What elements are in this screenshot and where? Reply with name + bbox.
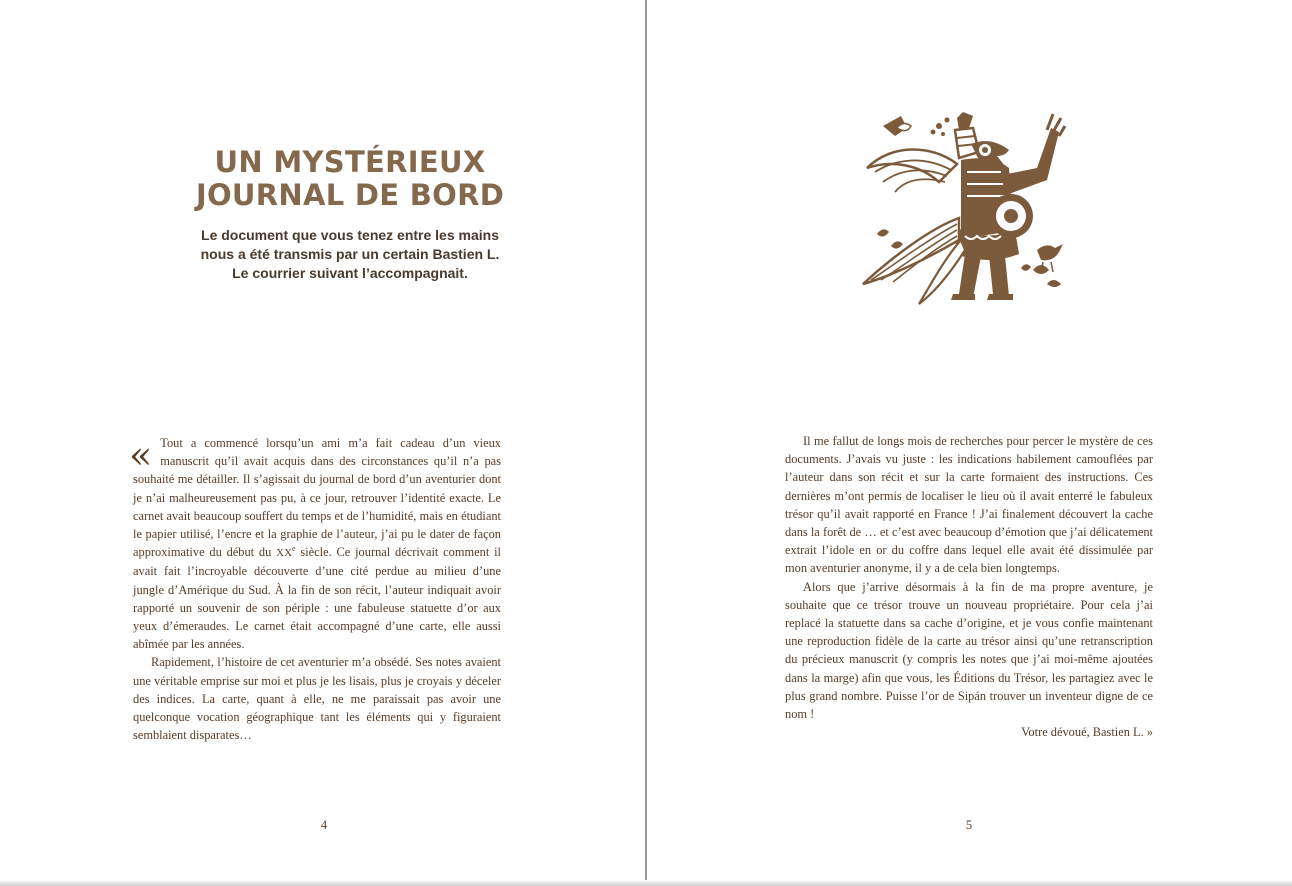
page-bottom-shadow	[0, 880, 1292, 886]
chapter-subtitle	[150, 226, 550, 283]
century-numeral: XX	[276, 547, 293, 560]
paragraph-1-part-a: Tout a commencé lorsqu’un ami m’a fait cadeau d’un vieux manuscrit qu’il avait acquis dans des circonstances qu’il n’a pas souhaité me détailler. Il s’agissait du journal de bord d’un aventurier dont je n’ai malheureusement pas pu, à ce jour, retrouver l’identité exacte. Le carnet avait beaucoup souffert du temps et de l’humidité, mais en étudiant le papier utilisé, l’encre et la graphie de l’auteur, j’ai pu le dater de façon approximative du début du	[133, 436, 501, 560]
letter-paragraph-4: Alors que j’arrive désormais à la fin de ma propre aventure, je souhaite que ce trésor trouve un nouveau propriétaire. Pour cela j’ai replacé la statuette dans sa cache d’origine, et je vous confie maintenant une reproduction fidèle de la carte au trésor ainsi qu’une retranscription du précieux manuscrit (y compris les notes que j’ai moi-même ajoutées dans la marge) afin que vous, les Éditions du Trésor, les partagiez avec le plus grand nombre. Puisse l’or de Sipán trouver un inventeur digne de ce nom !	[785, 579, 1153, 722]
century-superscript: e	[292, 544, 296, 554]
open-quote-mark: «	[129, 433, 153, 477]
page-number-right: 5	[965, 818, 973, 832]
subtitle-line-1: Le document que vous tenez entre les mains	[201, 227, 499, 243]
subtitle-line-2: nous a été transmis par un certain Bastien L.	[200, 246, 500, 262]
letter-paragraph-3: Il me fallut de longs mois de recherches pour percer le mystère de ces documents. J’avais vu juste : les indications habilement camouflées par l’auteur dans son récit et sur la carte formaient des instructions. Ces dernières m’ont permis de localiser le lieu où il avait enterré le fabuleux trésor qu’il avait rapporté en France ! J’ai finalement découvert la cache dans la forêt de … et c’est avec beaucoup d’émotion que j’ai délicatement extrait l’idole en or du coffre dans lequel elle avait été dissimulée par mon aventurier anonyme, il y a de cela bien longtemps.	[785, 434, 1153, 576]
chapter-title	[150, 146, 550, 212]
winged-warrior-illustration	[861, 108, 1073, 308]
letter-text-left	[129, 433, 501, 744]
letter-paragraph-1	[129, 433, 501, 653]
title-line-1: UN MYSTÉRIEUX	[214, 145, 486, 179]
letter-paragraph-2: Rapidement, l’histoire de cet aventurier m’a obsédé. Ses notes avaient une véritable emprise sur moi et plus je les lisais, plus je croyais y déceler des indices. La carte, quant à elle, ne me paraissait pas avoir une quelconque vocation géographique tant les éléments qui y figuraient semblaient disparates…	[133, 655, 501, 743]
letter-text-right	[785, 432, 1153, 741]
letter-signature: Votre dévoué, Bastien L. »	[1021, 725, 1153, 740]
subtitle-line-3: Le courrier suivant l’accompagnait.	[232, 265, 468, 281]
right-page	[647, 0, 1292, 886]
paragraph-1-part-b: siècle. Ce journal décrivait comment il avait fait l’incroyable découverte d’une cité perdue au milieu d’une jungle d’Amérique du Sud. À la fin de son récit, l’auteur indiquait avoir rapporté un souvenir de son périple : une fabuleuse statuette d’or aux yeux d’émeraudes. Le carnet était accompagné d’une carte, elle aussi abîmée par les années.	[133, 545, 501, 652]
title-line-2: JOURNAL DE BORD	[195, 178, 505, 212]
page-number-left: 4	[320, 818, 328, 832]
